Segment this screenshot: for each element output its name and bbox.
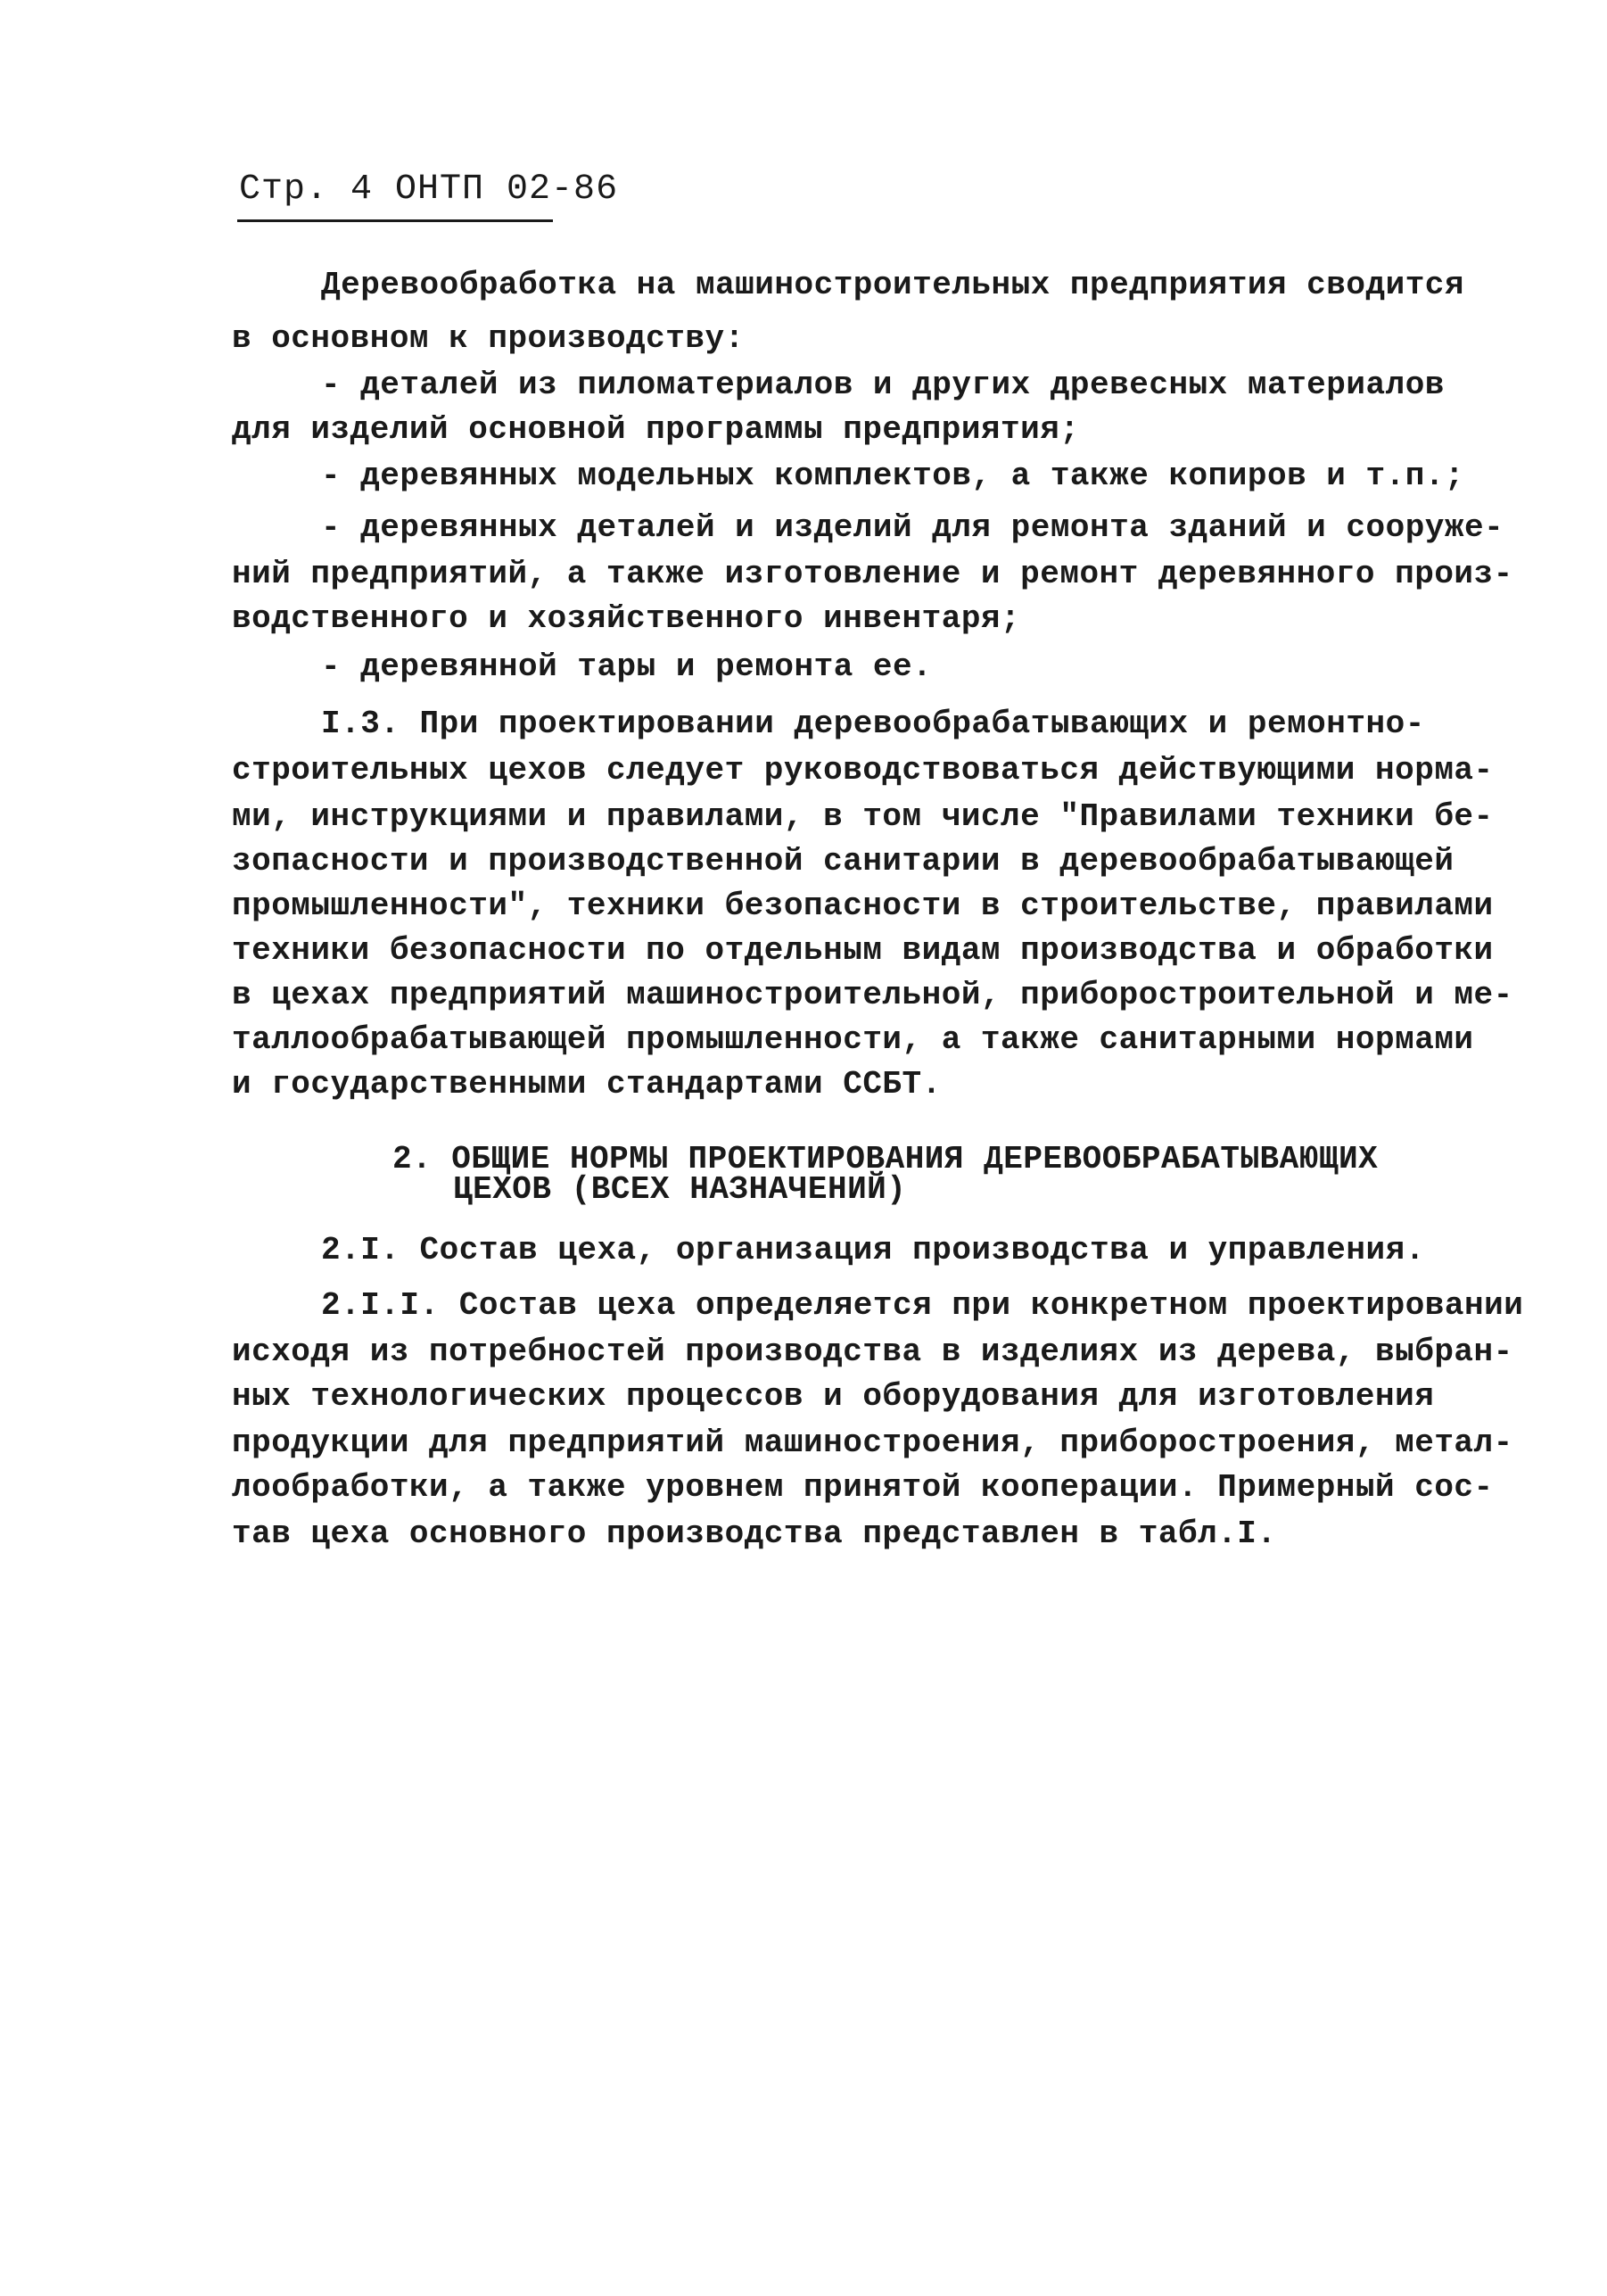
intro-line: - деталей из пиломатериалов и других древесных материалов [321,367,1445,403]
section-1-3-line: строительных цехов следует руководствоваться действующими норма- [232,752,1494,789]
header-underline [237,219,553,222]
intro-line: - деревянных модельных комплектов, а также копиров и т.п.; [321,458,1465,494]
section-1-3-line: промышленности", техники безопасности в строительстве, правилами [232,888,1494,924]
intro-line: - деревянных деталей и изделий для ремонта зданий и сооруже- [321,509,1504,546]
section-2-1-1-line: 2.I.I. Состав цеха определяется при конкретном проектировании [321,1287,1524,1324]
section-1-3-line: и государственными стандартами ССБТ. [232,1066,942,1103]
intro-line: водственного и хозяйственного инвентаря; [232,600,1021,637]
intro-line: для изделий основной программы предприятия; [232,411,1080,448]
section-2-1-subheading: 2.I. Состав цеха, организация производства и управления. [321,1232,1425,1268]
intro-line: ний предприятий, а также изготовление и ремонт деревянного произ- [232,556,1513,592]
section-2-1-1-line: лообработки, а также уровнем принятой кооперации. Примерный сос- [232,1469,1494,1506]
section-1-3-line: в цехах предприятий машиностроительной, приборостроительной и ме- [232,977,1513,1013]
section-2-1-1-line: исходя из потребностей производства в изделиях из дерева, выбран- [232,1334,1513,1370]
page-header: Стр. 4 ОНТП 02-86 [239,169,619,210]
intro-line: Деревообработка на машиностроительных предприятия сводится [321,267,1465,303]
section-2-1-1-line: ных технологических процессов и оборудования для изготовления [232,1378,1435,1415]
section-1-3-line: таллообрабатывающей промышленности, а также санитарными нормами [232,1021,1474,1058]
section-2-heading: 2. ОБЩИЕ НОРМЫ ПРОЕКТИРОВАНИЯ ДЕРЕВООБРАБАТЫВАЮЩИХ [392,1141,1379,1177]
section-1-3-line: ми, инструкциями и правилами, в том числе "Правилами техники бе- [232,798,1494,835]
section-1-3-line: зопасности и производственной санитарии в деревообрабатывающей [232,843,1455,880]
intro-line: - деревянной тары и ремонта ее. [321,648,933,685]
intro-line: в основном к производству: [232,320,745,357]
section-1-3-line: I.3. При проектировании деревообрабатывающих и ремонтно- [321,706,1425,742]
section-2-1-1-line: тав цеха основного производства представлен в табл.I. [232,1516,1277,1552]
section-2-1-1-line: продукции для предприятий машиностроения, приборостроения, метал- [232,1425,1513,1461]
section-2-heading-cont: ЦЕХОВ (ВСЕХ НАЗНАЧЕНИЙ) [453,1171,907,1208]
section-1-3-line: техники безопасности по отдельным видам производства и обработки [232,932,1494,969]
